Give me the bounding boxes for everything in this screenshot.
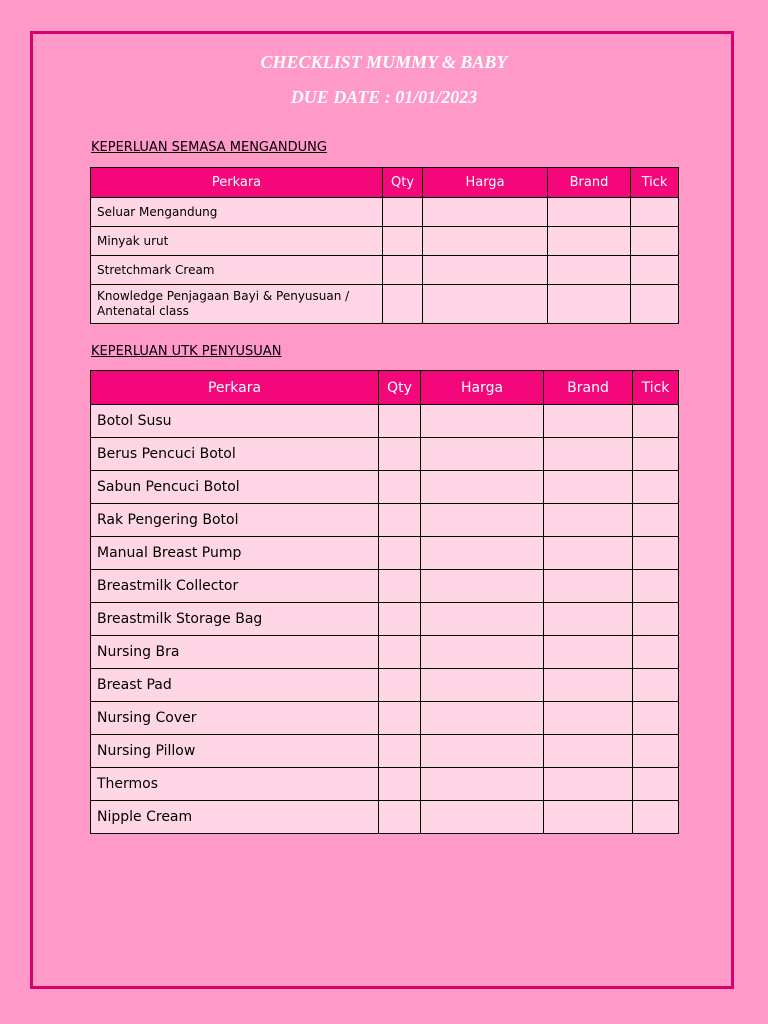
table-row [91, 471, 679, 504]
tick-cell[interactable] [633, 471, 679, 504]
qty-cell[interactable] [379, 669, 421, 702]
qty-cell[interactable] [379, 768, 421, 801]
tick-cell[interactable] [633, 405, 679, 438]
harga-cell[interactable] [421, 669, 544, 702]
pregnancy-checklist-table [90, 167, 679, 324]
brand-cell[interactable] [544, 537, 633, 570]
table-row [91, 285, 679, 324]
harga-cell[interactable] [421, 438, 544, 471]
tick-cell[interactable] [633, 570, 679, 603]
table-row [91, 227, 679, 256]
qty-cell[interactable] [379, 735, 421, 768]
tick-cell[interactable] [633, 669, 679, 702]
item-name: Nipple Cream [91, 801, 379, 834]
brand-cell[interactable] [548, 285, 631, 324]
qty-cell[interactable] [379, 801, 421, 834]
brand-cell[interactable] [544, 504, 633, 537]
harga-cell[interactable] [423, 198, 548, 227]
item-name: Thermos [91, 768, 379, 801]
qty-cell[interactable] [383, 227, 423, 256]
item-name: Minyak urut [91, 227, 383, 256]
qty-cell[interactable] [379, 438, 421, 471]
tick-cell[interactable] [631, 285, 679, 324]
brand-cell[interactable] [544, 801, 633, 834]
table-row [91, 438, 679, 471]
qty-cell[interactable] [379, 570, 421, 603]
item-name: Stretchmark Cream [91, 256, 383, 285]
table-row [91, 801, 679, 834]
brand-cell[interactable] [544, 636, 633, 669]
item-name: Manual Breast Pump [91, 537, 379, 570]
brand-cell[interactable] [544, 735, 633, 768]
table-header-row [91, 371, 679, 405]
table-row [91, 198, 679, 227]
brand-cell[interactable] [544, 702, 633, 735]
tick-cell[interactable] [633, 735, 679, 768]
tick-cell[interactable] [631, 227, 679, 256]
tick-cell[interactable] [633, 603, 679, 636]
harga-cell[interactable] [421, 702, 544, 735]
qty-cell[interactable] [383, 285, 423, 324]
harga-cell[interactable] [421, 537, 544, 570]
breastfeeding-checklist-table [90, 370, 679, 834]
column-header-perkara: Perkara [91, 168, 383, 198]
qty-cell[interactable] [379, 603, 421, 636]
column-header-brand: Brand [548, 168, 631, 198]
tick-cell[interactable] [633, 801, 679, 834]
qty-cell[interactable] [379, 504, 421, 537]
brand-cell[interactable] [544, 669, 633, 702]
harga-cell[interactable] [423, 227, 548, 256]
tick-cell[interactable] [633, 702, 679, 735]
brand-cell[interactable] [544, 405, 633, 438]
table-row [91, 570, 679, 603]
column-header-harga: Harga [423, 168, 548, 198]
harga-cell[interactable] [421, 405, 544, 438]
table-row [91, 405, 679, 438]
column-header-qty: Qty [379, 371, 421, 405]
item-name: Nursing Bra [91, 636, 379, 669]
tick-cell[interactable] [633, 438, 679, 471]
item-name: Botol Susu [91, 405, 379, 438]
qty-cell[interactable] [383, 198, 423, 227]
harga-cell[interactable] [421, 801, 544, 834]
qty-cell[interactable] [379, 471, 421, 504]
column-header-tick: Tick [631, 168, 679, 198]
brand-cell[interactable] [544, 603, 633, 636]
qty-cell[interactable] [379, 702, 421, 735]
tick-cell[interactable] [633, 636, 679, 669]
page-title: CHECKLIST MUMMY & BABY [260, 52, 508, 72]
brand-cell[interactable] [544, 438, 633, 471]
tick-cell[interactable] [633, 768, 679, 801]
table-row [91, 669, 679, 702]
table-row [91, 735, 679, 768]
table-row [91, 537, 679, 570]
table-row [91, 256, 679, 285]
brand-cell[interactable] [548, 256, 631, 285]
harga-cell[interactable] [423, 256, 548, 285]
column-header-qty: Qty [383, 168, 423, 198]
item-name: Nursing Pillow [91, 735, 379, 768]
column-header-tick: Tick [633, 371, 679, 405]
harga-cell[interactable] [421, 603, 544, 636]
item-name: Nursing Cover [91, 702, 379, 735]
tick-cell[interactable] [631, 256, 679, 285]
harga-cell[interactable] [421, 768, 544, 801]
qty-cell[interactable] [383, 256, 423, 285]
table-row [91, 636, 679, 669]
item-name: Rak Pengering Botol [91, 504, 379, 537]
harga-cell[interactable] [421, 636, 544, 669]
section-heading-breastfeeding: KEPERLUAN UTK PENYUSUAN [91, 344, 282, 359]
harga-cell[interactable] [421, 570, 544, 603]
item-name: Knowledge Penjagaan Bayi & Penyusuan / Antenatal class [91, 285, 383, 324]
qty-cell[interactable] [379, 537, 421, 570]
due-date: DUE DATE : 01/01/2023 [290, 87, 478, 107]
harga-cell[interactable] [421, 735, 544, 768]
brand-cell[interactable] [544, 570, 633, 603]
item-name: Breastmilk Storage Bag [91, 603, 379, 636]
brand-cell[interactable] [544, 768, 633, 801]
table-row [91, 768, 679, 801]
harga-cell[interactable] [423, 285, 548, 324]
item-name: Sabun Pencuci Botol [91, 471, 379, 504]
column-header-brand: Brand [544, 371, 633, 405]
tick-cell[interactable] [631, 198, 679, 227]
harga-cell[interactable] [421, 504, 544, 537]
brand-cell[interactable] [548, 198, 631, 227]
table-header-row [91, 168, 679, 198]
table-row [91, 603, 679, 636]
brand-cell[interactable] [544, 471, 633, 504]
item-name: Berus Pencuci Botol [91, 438, 379, 471]
tick-cell[interactable] [633, 504, 679, 537]
column-header-harga: Harga [421, 371, 544, 405]
brand-cell[interactable] [548, 227, 631, 256]
table-row [91, 702, 679, 735]
qty-cell[interactable] [379, 405, 421, 438]
column-header-perkara: Perkara [91, 371, 379, 405]
item-name: Breastmilk Collector [91, 570, 379, 603]
tick-cell[interactable] [633, 537, 679, 570]
harga-cell[interactable] [421, 471, 544, 504]
section-heading-pregnancy: KEPERLUAN SEMASA MENGANDUNG [91, 140, 327, 155]
item-name: Seluar Mengandung [91, 198, 383, 227]
qty-cell[interactable] [379, 636, 421, 669]
item-name: Breast Pad [91, 669, 379, 702]
table-row [91, 504, 679, 537]
